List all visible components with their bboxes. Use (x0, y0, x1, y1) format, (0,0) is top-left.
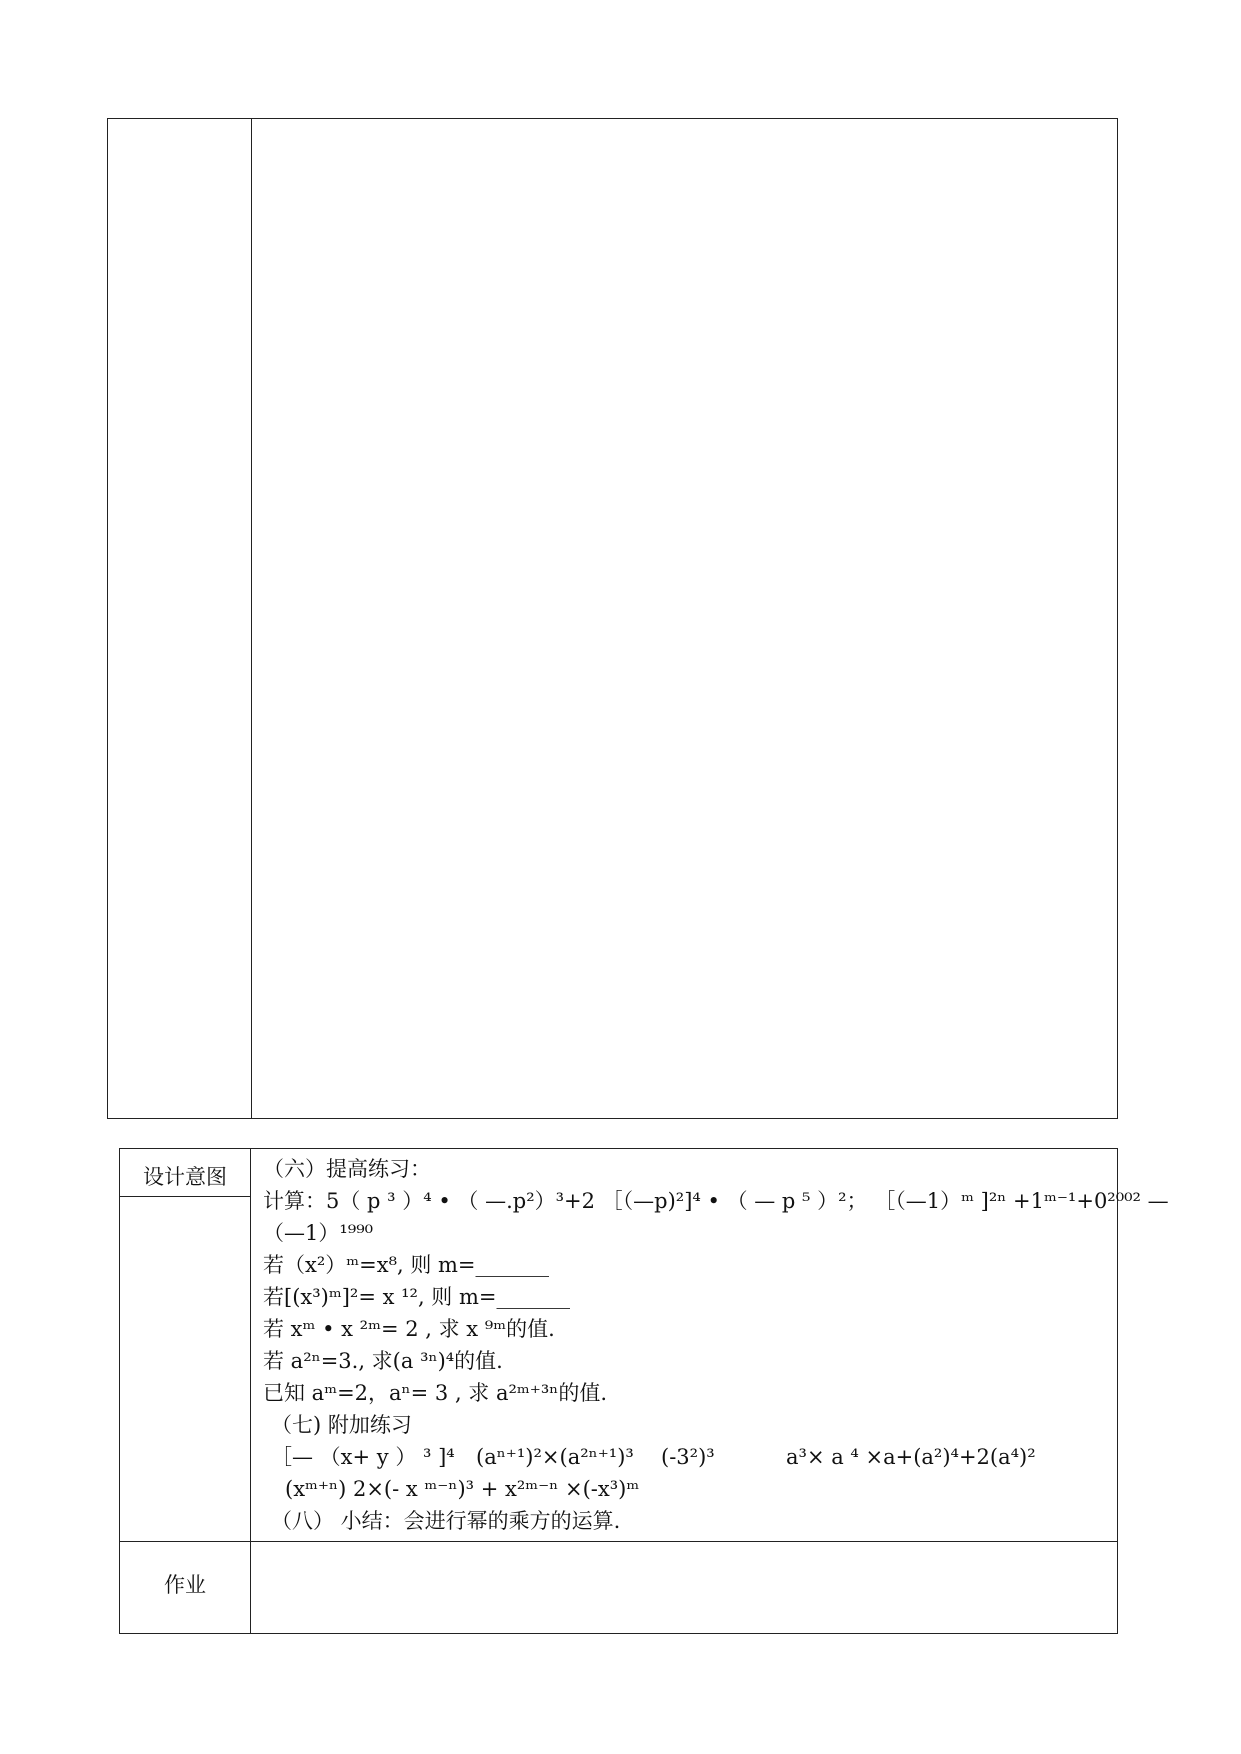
calc-line-continued: （—1）¹⁹⁹⁰ (263, 1221, 374, 1245)
homework-label: 作业 (164, 1573, 206, 1597)
extra-exercise-4: a³× a ⁴ ×a+(a²)⁴+2(a⁴)² (786, 1445, 1036, 1469)
calc-line: 计算：5（ p ³ ）⁴ • （ —.p²）³+2 ［（—p)²]⁴ • （ — p ⁵ ）²； ［（—1）ᵐ ]²ⁿ +1ᵐ⁻¹+0²⁰⁰² — (263, 1189, 1169, 1213)
extra-exercise-row (263, 1441, 1113, 1473)
section-six-heading: （六）提高练习： (263, 1157, 431, 1181)
question-1: 若（x²）ᵐ=x⁸, 则 m=_______ (263, 1253, 550, 1277)
question-4: 若 a²ⁿ=3., 求(a ³ⁿ)⁴的值. (263, 1349, 503, 1373)
lower-table-label-divider (120, 1196, 250, 1197)
extra-exercise-5: (xᵐ⁺ⁿ) 2×(- x ᵐ⁻ⁿ)³ + x²ᵐ⁻ⁿ ×(-x³)ᵐ (285, 1477, 640, 1501)
question-3: 若 xᵐ • x ²ᵐ= 2 , 求 x ⁹ᵐ的值. (263, 1317, 555, 1341)
section-seven-heading: （七) 附加练习 (271, 1413, 412, 1437)
question-2: 若[(x³)ᵐ]²= x ¹², 则 m=_______ (263, 1285, 570, 1309)
lower-table-column-divider (250, 1149, 251, 1633)
upper-table (107, 118, 1118, 1119)
extra-exercise-1: ［— （x+ y ） ³ ]⁴ (271, 1445, 455, 1469)
design-intent-label: 设计意图 (143, 1165, 227, 1189)
lower-table (119, 1148, 1169, 1634)
extra-exercise-2: (aⁿ⁺¹)²×(a²ⁿ⁺¹)³ (476, 1445, 634, 1469)
section-eight-summary: （八） 小结：会进行幂的乘方的运算. (271, 1509, 621, 1533)
lower-table-row-divider (120, 1541, 1117, 1542)
upper-table-column-divider (251, 119, 252, 1118)
question-5: 已知 aᵐ=2，aⁿ= 3 , 求 a²ᵐ⁺³ⁿ的值. (263, 1381, 608, 1405)
extra-exercise-3: (-3²)³ (661, 1445, 715, 1469)
exercise-content (263, 1153, 1169, 1537)
